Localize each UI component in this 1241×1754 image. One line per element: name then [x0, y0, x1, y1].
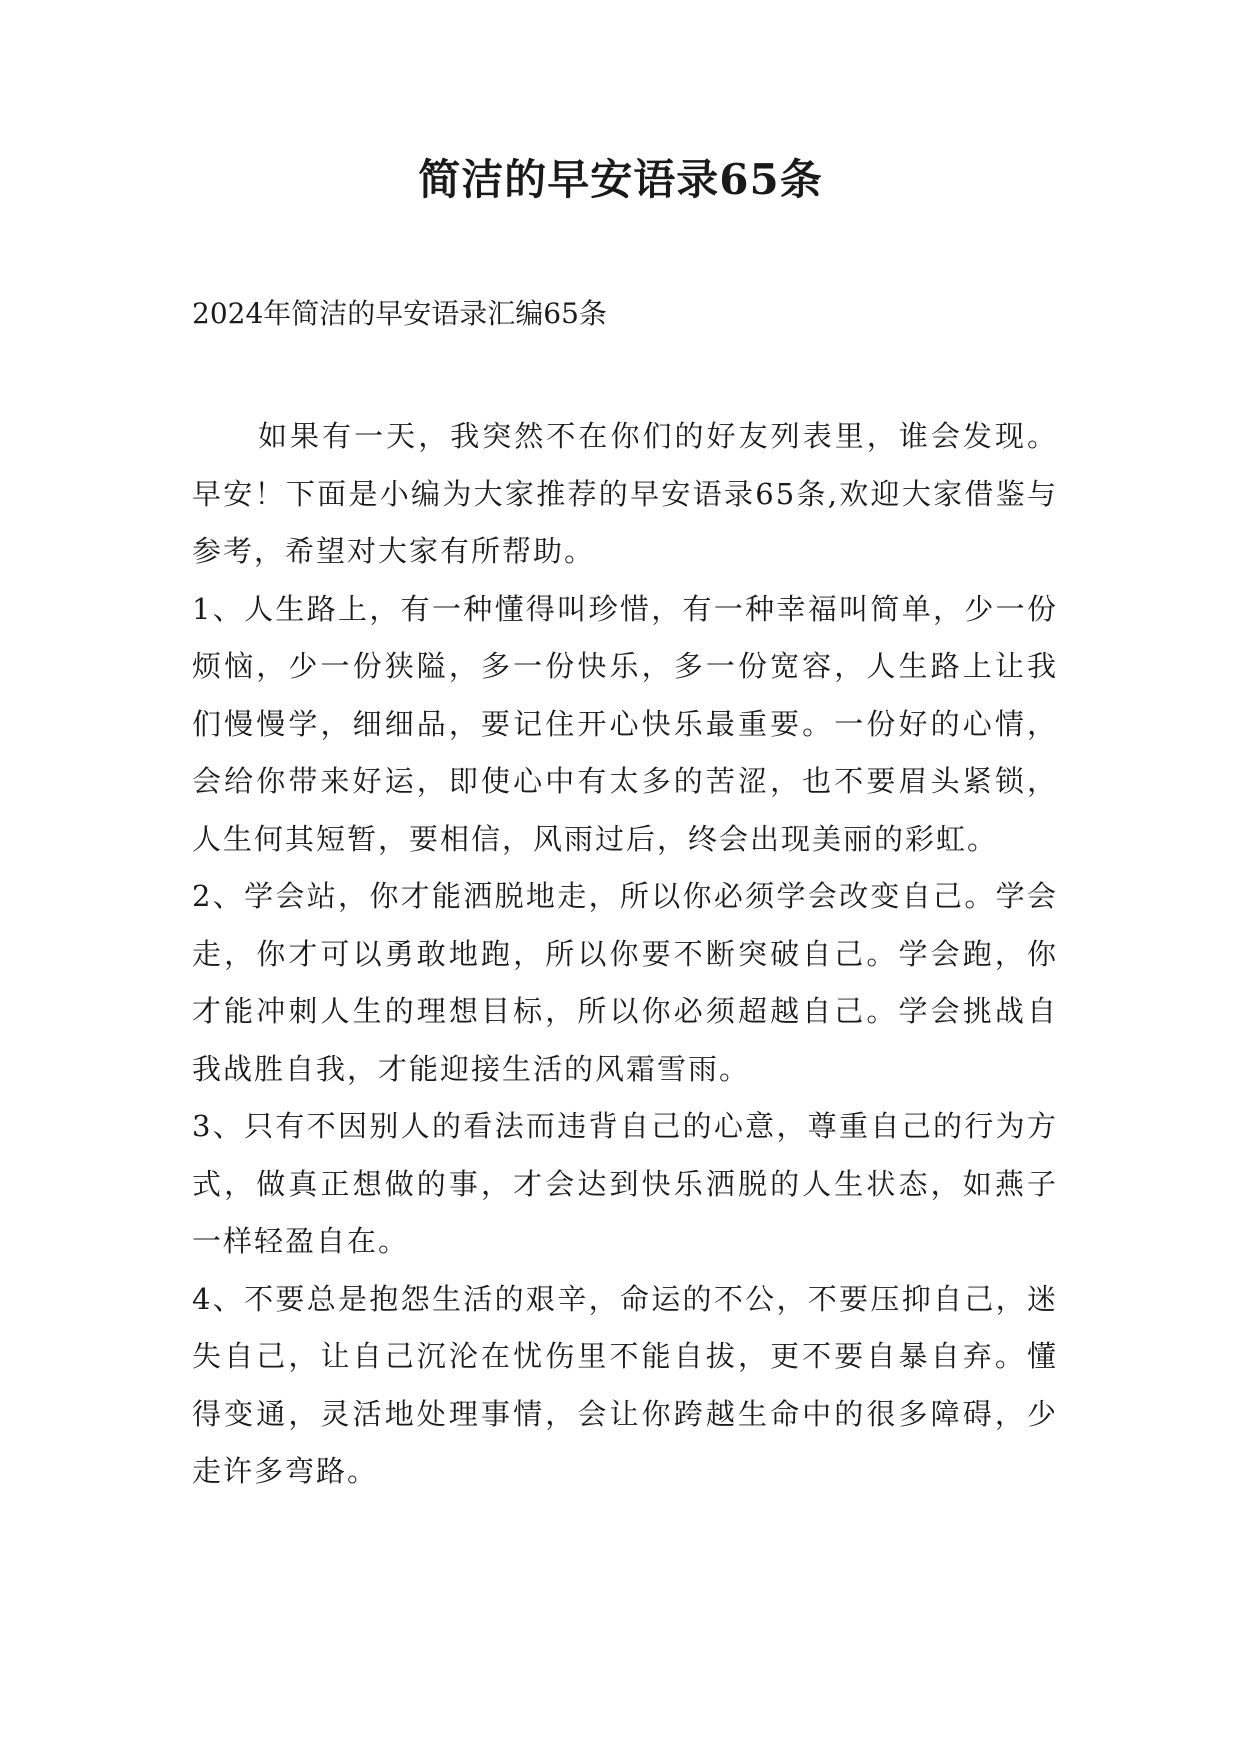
- quote-paragraph-1: 1、人生路上，有一种懂得叫珍惜，有一种幸福叫简单，少一份烦恼，少一份狭隘，多一份快乐，多一份宽容，人生路上让我们慢慢学，细细品，要记住开心快乐最重要。一份好的心情，会给你带来好运，即使心中有太多的苦涩，也不要眉头紧锁，人生何其短暂，要相信，风雨过后，终会出现美丽的彩虹。: [192, 591, 1058, 856]
- document-title: 简洁的早安语录65条: [418, 155, 823, 204]
- document-subtitle: 2024年简洁的早安语录汇编65条: [192, 297, 607, 330]
- quote-paragraph-2: 2、学会站，你才能洒脱地走，所以你必须学会改变自己。学会走，你才可以勇敢地跑，所以你要不断突破自己。学会跑，你才能冲刺人生的理想目标，所以你必须超越自己。学会挑战自我战胜自我，才能迎接生活的风霜雪雨。: [192, 879, 1058, 1086]
- quote-paragraph-4: 4、不要总是抱怨生活的艰辛，命运的不公，不要压抑自己，迷失自己，让自己沉沦在忧伤里不能自拔，更不要自暴自弃。懂得变通，灵活地处理事情，会让你跨越生命中的很多障碍，少走许多弯路。: [192, 1281, 1058, 1488]
- intro-paragraph: 如果有一天，我突然不在你们的好友列表里，谁会发现。早安！下面是小编为大家推荐的早安语录65条,欢迎大家借鉴与参考，希望对大家有所帮助。: [192, 419, 1058, 568]
- quote-paragraph-3: 3、只有不因别人的看法而违背自己的心意，尊重自己的行为方式，做真正想做的事，才会达到快乐洒脱的人生状态，如燕子一样轻盈自在。: [192, 1109, 1058, 1258]
- document-body: [192, 408, 1058, 1501]
